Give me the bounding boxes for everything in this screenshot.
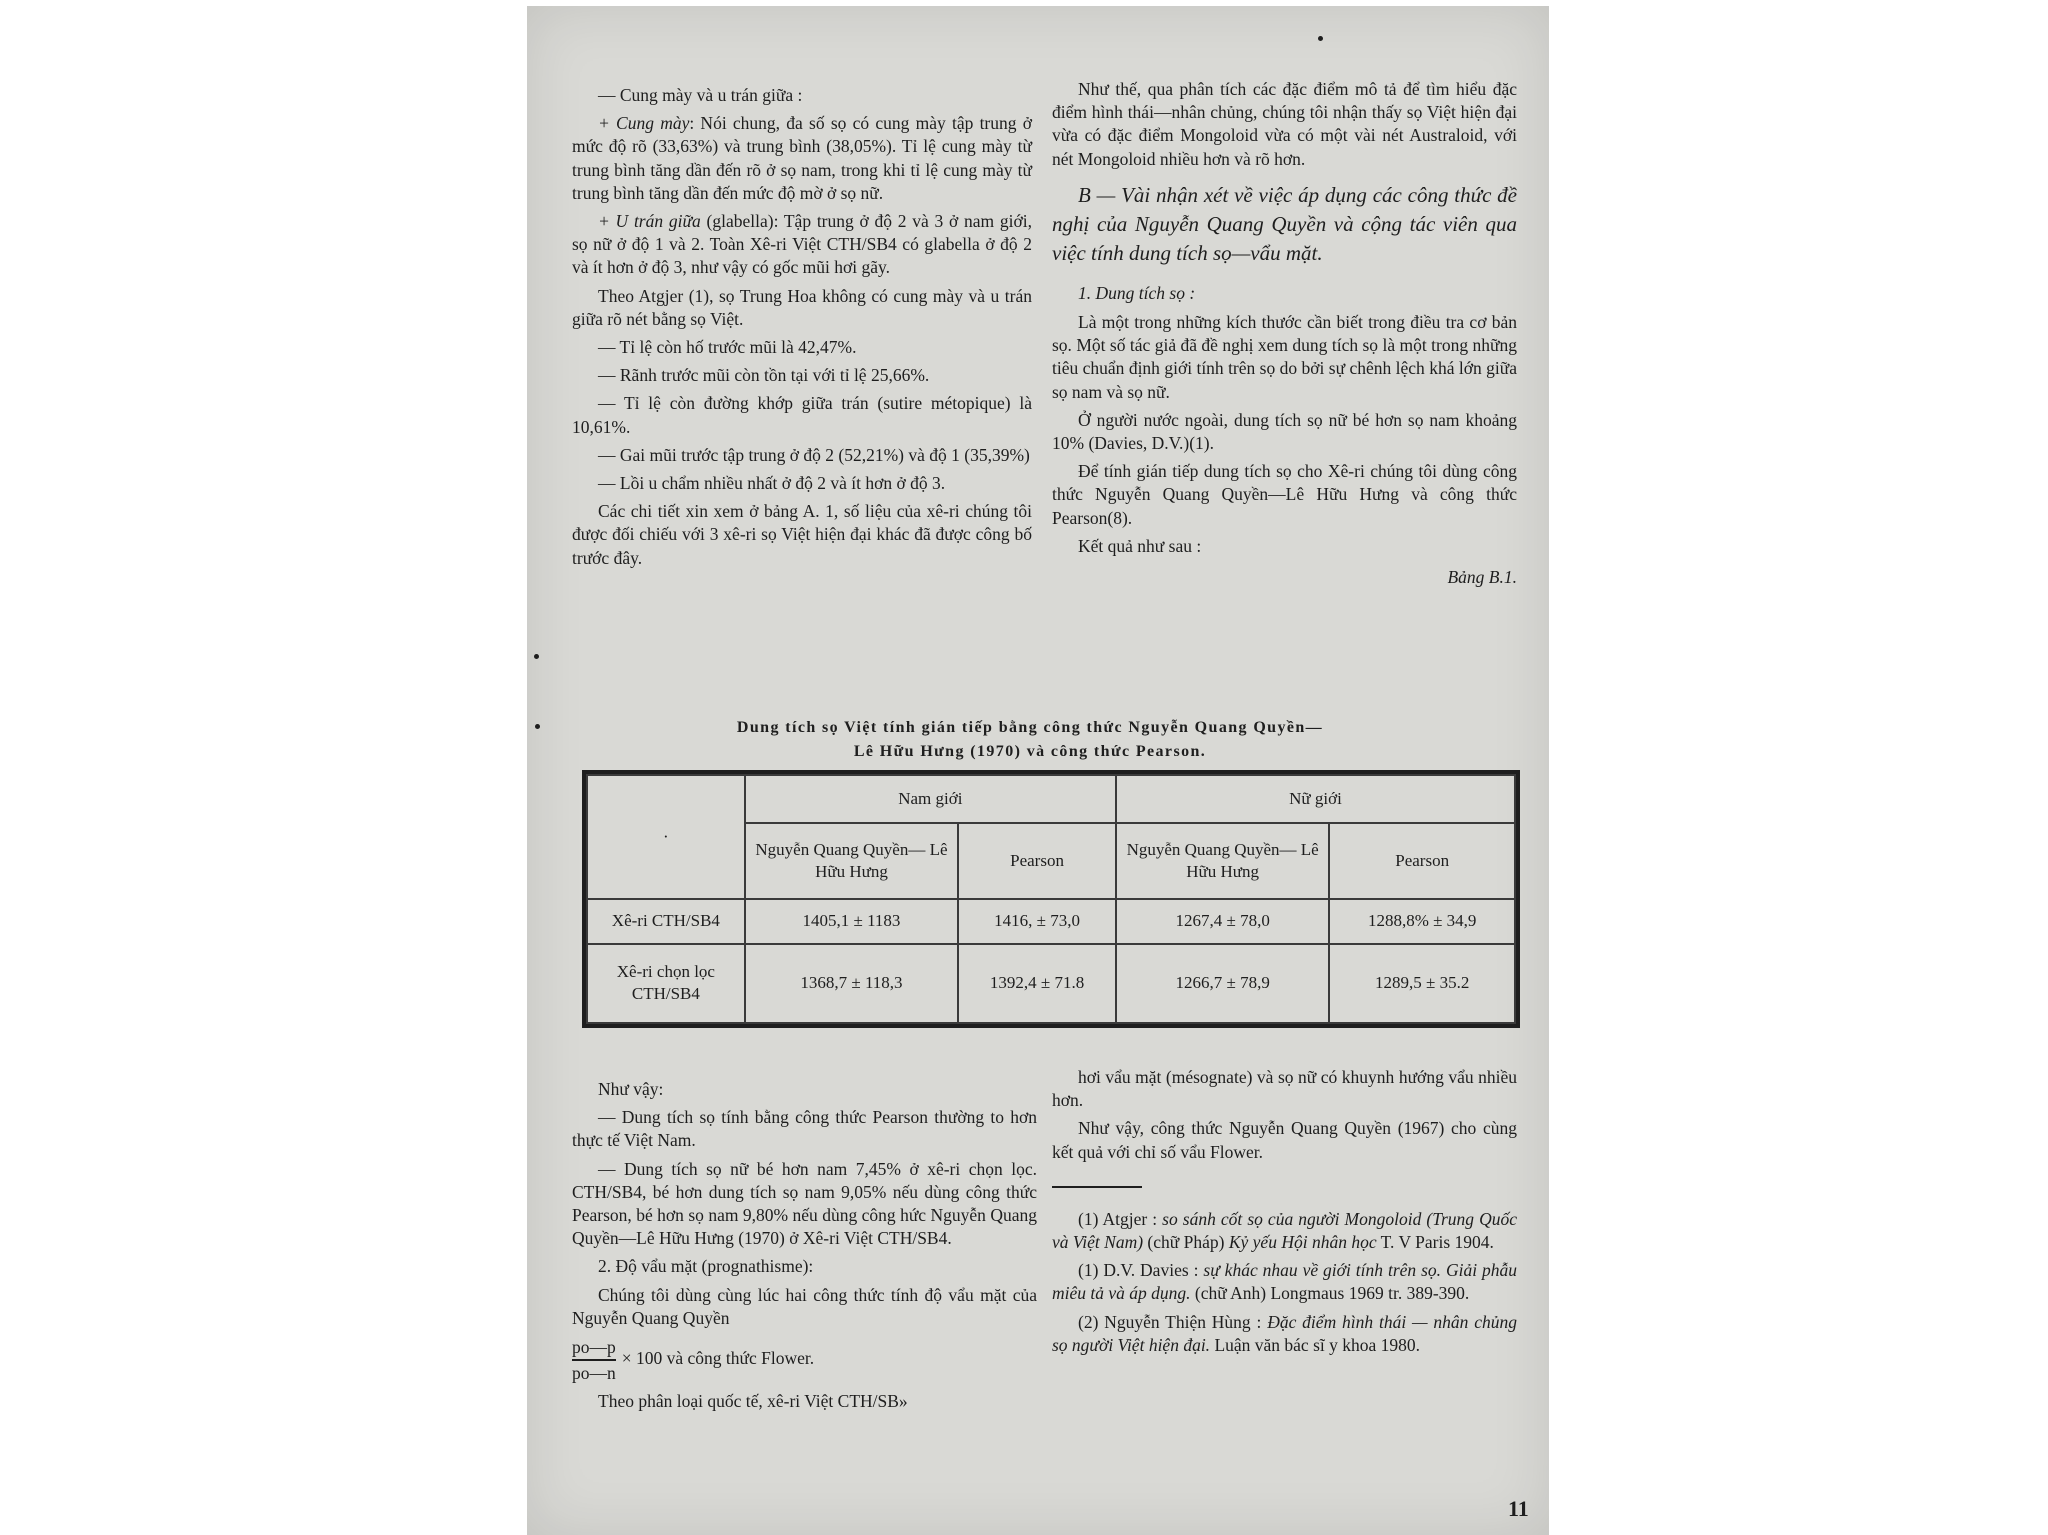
paragraph: Các chi tiết xin xem ở bảng A. 1, số liệu của xê-ri chúng tôi được đối chiếu với 3 xê-ri sọ Việt hiện đại khác đã được công bố trước đây. <box>572 501 1032 568</box>
paragraph: Kết quả như sau : <box>1078 535 1202 556</box>
footnote-divider <box>1052 1186 1142 1188</box>
formula-text: × 100 và công thức Flower. <box>621 1348 815 1369</box>
header-female: Nữ giới <box>1116 775 1515 823</box>
paragraph: — Gai mũi trước tập trung ở độ 2 (52,21%) và độ 1 (35,39%) <box>598 444 1030 465</box>
footnote <box>1052 1259 1517 1305</box>
paragraph: Theo Atgjer (1), sọ Trung Hoa không có cung mày và u trán giữa rõ nét bằng sọ Việt. <box>572 285 1032 329</box>
paragraph: Như thế, qua phân tích các đặc điểm mô tả để tìm hiểu đặc điểm hình thái—nhân chủng, chúng tôi nhận thấy sọ Việt hiện đại vừa có đặc điểm Mongoloid vừa có một vài nét Australoid, với nét Mongoloid nhiều hơn và rõ hơn. <box>1052 79 1517 169</box>
table-cell: 1368,7 ± 118,3 <box>745 944 958 1024</box>
footnote-detail: T. V Paris 1904. <box>1380 1232 1494 1253</box>
paragraph <box>572 210 1032 280</box>
scan-speck <box>1318 36 1323 41</box>
footnote-author: (1) Atgjer : <box>1078 1208 1158 1229</box>
row-label: Xê-ri CTH/SB4 <box>587 899 745 944</box>
paragraph: hơi vẩu mặt (mésognate) và sọ nữ có khuynh hướng vẩu nhiều hơn. <box>1052 1067 1517 1111</box>
footnote-title: sự khác nhau về giới tính trên sọ. Giải phẫu miêu tả và áp dụng. <box>1052 1260 1518 1304</box>
footnote-detail: Luận văn bác sĩ y khoa 1980. <box>1214 1334 1421 1355</box>
paragraph: — Rãnh trước mũi còn tồn tại với tỉ lệ 25,66%. <box>598 365 930 386</box>
paragraph: Chúng tôi dùng cùng lúc hai công thức tính độ vẩu mặt của Nguyễn Quang Quyền <box>572 1284 1037 1328</box>
subsection-heading: 2. Độ vẩu mặt (prognathisme): <box>598 1256 814 1277</box>
table-caption: Bảng B.1. <box>1447 567 1517 588</box>
left-column-top <box>572 84 1032 575</box>
row-label: Xê-ri chọn lọc CTH/SB4 <box>587 944 745 1024</box>
paragraph-text: (glabella): Tập trung ở độ 2 và 3 ở nam giới, sọ nữ ở độ 1 và 2. Toàn Xê-ri Việt CTH/SB4 có glabella ở độ 2 và ít hơn ở độ 3, như vậy có gốc mũi hơi gãy. <box>572 211 1033 278</box>
right-column-top <box>1052 78 1517 589</box>
right-column-bottom <box>1052 1066 1517 1362</box>
scan-speck <box>535 724 540 729</box>
paragraph: — Lồi u chẩm nhiều nhất ở độ 2 và ít hơn ở độ 3. <box>598 473 946 494</box>
page-number: 11 <box>1508 1496 1529 1521</box>
table-cell: 1289,5 ± 35.2 <box>1329 944 1515 1024</box>
table-title-line: Lê Hữu Hưng (1970) và công thức Pearson. <box>853 743 1207 760</box>
paragraph: Theo phân loại quốc tế, xê-ri Việt CTH/SB» <box>598 1391 908 1412</box>
table-cell: 1392,4 ± 71.8 <box>958 944 1116 1024</box>
paragraph: — Dung tích sọ nữ bé hơn nam 7,45% ở xê-ri chọn lọc. CTH/SB4, bé hơn dung tích sọ nam 9,05% nếu dùng công thức Pearson, bé hơn sọ nam 9,80% nếu dùng công hức Nguyễn Quang Quyền—Lê Hữu Hưng (1970) ở Xê-ri Việt CTH/SB4. <box>572 1158 1037 1249</box>
fraction-numerator: po—p <box>572 1335 616 1361</box>
paragraph <box>572 112 1032 205</box>
subheader-pearson-female: Pearson <box>1329 823 1515 899</box>
table-cell: 1266,7 ± 78,9 <box>1116 944 1329 1024</box>
paragraph: — Tỉ lệ còn đường khớp giữa trán (sutire métopique) là 10,61%. <box>572 393 1032 437</box>
table-corner-cell: · <box>587 775 745 899</box>
header-male: Nam giới <box>745 775 1116 823</box>
term-label: + U trán giữa <box>598 211 701 232</box>
paragraph: — Dung tích sọ tính bằng công thức Pearson thường to hơn thực tế Việt Nam. <box>572 1107 1037 1151</box>
footnote-note: (chữ Pháp) <box>1147 1232 1225 1253</box>
table-cell: 1288,8% ± 34,9 <box>1329 899 1515 944</box>
results-table <box>582 770 1520 1028</box>
paragraph: Là một trong những kích thước cần biết trong điều tra cơ bản sọ. Một số tác giả đã đề nghị xem dung tích sọ là một trong những tiêu chuẩn định giới tính trên sọ do bởi sự chênh lệch khá lớn giữa sọ nam và sọ nữ. <box>1052 312 1517 402</box>
paragraph: Như vậy: <box>598 1079 664 1099</box>
section-heading: B — Vài nhận xét về việc áp dụng các công thức đề nghị của Nguyễn Quang Quyền và cộng tác viên qua việc tính dung tích sọ—vẩu mặt. <box>1052 182 1517 265</box>
footnote <box>1052 1311 1517 1357</box>
table-cell: 1405,1 ± 1183 <box>745 899 958 944</box>
paragraph-text: : Nói chung, đa số sọ có cung mày tập trung ở mức độ rõ (33,63%) và trung bình (38,05%). Tỉ lệ cung mày từ trung bình tăng dần đến rõ ở sọ nam, trong khi tỉ lệ cung mày từ trung bình tăng dần đến mức độ mờ ở sọ nữ. <box>572 113 1032 203</box>
footnote <box>1052 1208 1517 1254</box>
paragraph: — Cung mày và u trán giữa : <box>598 85 803 105</box>
table-cell: 1416, ± 73,0 <box>958 899 1116 944</box>
footnote-title: Đặc điểm hình thái — nhân chủng sọ người Việt hiện đại. <box>1052 1311 1517 1355</box>
footnote-detail: (chữ Anh) Longmaus 1969 tr. 389-390. <box>1194 1283 1470 1304</box>
formula-fraction <box>572 1335 616 1385</box>
formula-line <box>572 1335 1037 1385</box>
term-label: + Cung mày <box>598 113 690 134</box>
paragraph: Để tính gián tiếp dung tích sọ cho Xê-ri chúng tôi dùng công thức Nguyễn Quang Quyền—Lê Hữu Hưng và công thức Pearson(8). <box>1052 461 1517 528</box>
subheader-pearson-male: Pearson <box>958 823 1116 899</box>
paragraph: Như vậy, công thức Nguyễn Quang Quyền (1967) cho cùng kết quả với chỉ số vẩu Flower. <box>1052 1118 1517 1162</box>
left-column-bottom <box>572 1078 1037 1418</box>
table-row <box>587 899 1515 944</box>
fraction-denominator: po—n <box>572 1363 616 1384</box>
table-title <box>640 716 1420 764</box>
footnote-source: Kỷ yếu Hội nhân học <box>1228 1232 1377 1253</box>
footnote-title: so sánh cốt sọ của người Mongoloid (Trung Quốc và Việt Nam) <box>1052 1208 1518 1253</box>
table-grid <box>586 774 1516 1024</box>
table-cell: 1267,4 ± 78,0 <box>1116 899 1329 944</box>
subheader-nqq-male: Nguyễn Quang Quyền— Lê Hữu Hưng <box>745 823 958 899</box>
table-row <box>587 944 1515 1024</box>
footnote-author: (2) Nguyễn Thiện Hùng : <box>1078 1311 1262 1332</box>
paragraph: Ở người nước ngoài, dung tích sọ nữ bé hơn sọ nam khoảng 10% (Davies, D.V.)(1). <box>1052 409 1517 454</box>
scan-speck <box>534 654 539 659</box>
footnote-author: (1) D.V. Davies : <box>1078 1260 1199 1281</box>
subsection-heading: 1. Dung tích sọ : <box>1078 282 1196 303</box>
paragraph: — Tỉ lệ còn hố trước mũi là 42,47%. <box>598 337 857 358</box>
table-header-row <box>587 775 1515 823</box>
subheader-nqq-female: Nguyễn Quang Quyền— Lê Hữu Hưng <box>1116 823 1329 899</box>
table-title-line: Dung tích sọ Việt tính gián tiếp bằng công thức Nguyễn Quang Quyền— <box>736 719 1324 736</box>
